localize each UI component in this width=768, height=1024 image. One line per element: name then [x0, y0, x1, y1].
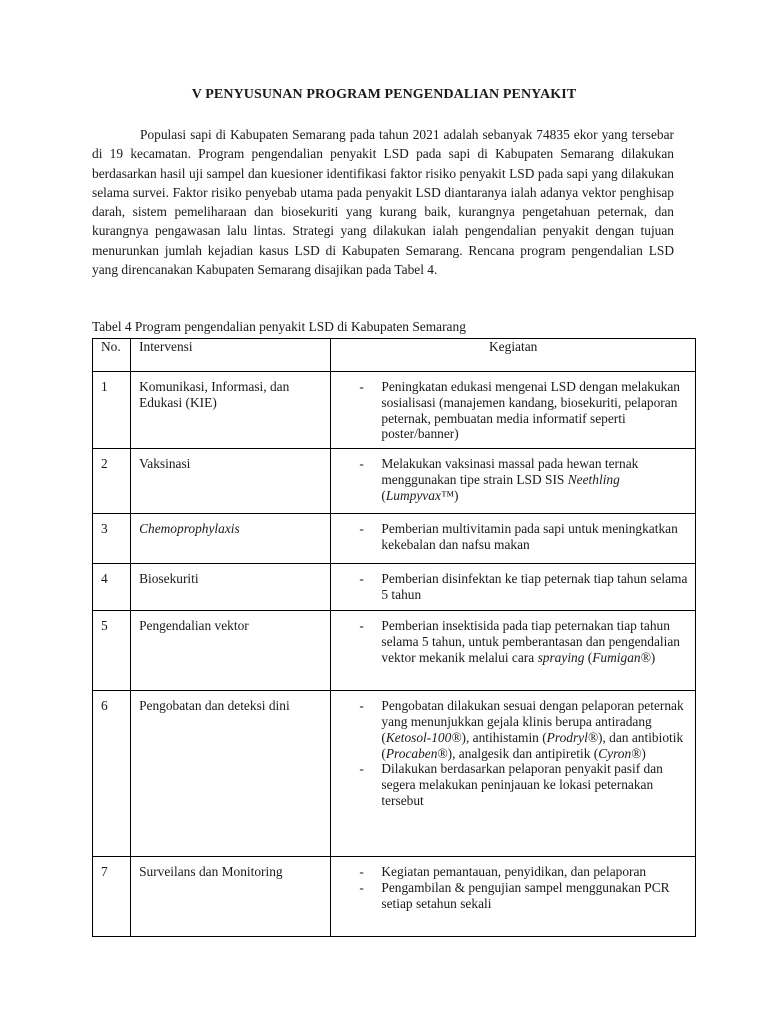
- cell-intervensi: Chemoprophylaxis: [131, 514, 331, 564]
- kegiatan-item: - Pengambilan & pengujian sampel menggunakan PCR setiap setahun sekali: [339, 880, 689, 912]
- cell-intervensi: Komunikasi, Informasi, dan Edukasi (KIE): [131, 372, 331, 449]
- cell-intervensi: Pengendalian vektor: [131, 611, 331, 691]
- cell-kegiatan: [331, 514, 696, 564]
- cell-kegiatan: [331, 691, 696, 857]
- header-intervensi: Intervensi: [131, 339, 331, 372]
- cell-kegiatan: [331, 564, 696, 611]
- cell-kegiatan: [331, 372, 696, 449]
- cell-no: 5: [93, 611, 131, 691]
- program-table: [92, 338, 696, 937]
- table-row: [93, 449, 696, 514]
- table-row: [93, 514, 696, 564]
- body-paragraph: Populasi sapi di Kabupaten Semarang pada tahun 2021 adalah sebanyak 74835 ekor yang tersebar di 19 kecamatan. Program pengendalian penyakit LSD pada sapi di Kabupaten Semarang dilakukan berdasarkan hasil uji sampel dan kuesioner identifikasi faktor risiko penyakit LSD pada sapi yang dilakukan selama survei. Faktor risiko penyebab utama pada penyakit LSD diantaranya ialah adanya vektor penghisap darah, sistem pemeliharaan dan biosekuriti yang kurang baik, kurangnya pengetahuan peternak, dan kurangnya pengawasan lalu lintas. Strategi yang dilakukan ialah pengendalian penyakit dengan tujuan menurunkan jumlah kejadian kasus LSD di Kabupaten Semarang. Rencana program pengendalian LSD yang direncanakan Kabupaten Semarang disajikan pada Tabel 4.: [92, 127, 674, 278]
- cell-no: 4: [93, 564, 131, 611]
- cell-no: 2: [93, 449, 131, 514]
- cell-no: 7: [93, 857, 131, 937]
- table-row: [93, 564, 696, 611]
- header-kegiatan: Kegiatan: [331, 339, 696, 372]
- cell-kegiatan: [331, 449, 696, 514]
- cell-intervensi: Pengobatan dan deteksi dini: [131, 691, 331, 857]
- kegiatan-item: - Melakukan vaksinasi massal pada hewan ternak menggunakan tipe strain LSD SIS Neethling (Lumpyvax™): [339, 456, 689, 503]
- cell-no: 3: [93, 514, 131, 564]
- kegiatan-item: - Pemberian multivitamin pada sapi untuk meningkatkan kekebalan dan nafsu makan: [339, 521, 689, 553]
- table-header-row: [93, 339, 696, 372]
- kegiatan-item: - Dilakukan berdasarkan pelaporan penyakit pasif dan segera melakukan peninjauan ke lokasi peternakan tersebut: [339, 761, 689, 808]
- chapter-title: V PENYUSUNAN PROGRAM PENGENDALIAN PENYAKIT: [191, 87, 577, 102]
- kegiatan-item: - Kegiatan pemantauan, penyidikan, dan pelaporan: [339, 864, 689, 880]
- cell-no: 1: [93, 372, 131, 449]
- kegiatan-item: - Pemberian disinfektan ke tiap peternak tiap tahun selama 5 tahun: [339, 571, 689, 603]
- header-no: No.: [93, 339, 131, 372]
- cell-intervensi: Biosekuriti: [131, 564, 331, 611]
- cell-kegiatan: [331, 857, 696, 937]
- table-row: [93, 611, 696, 691]
- kegiatan-item: - Peningkatan edukasi mengenai LSD dengan melakukan sosialisasi (manajemen kandang, biosekuriti, pelaporan peternak, pembuatan media informatif seperti poster/banner): [339, 379, 689, 442]
- kegiatan-item: - Pengobatan dilakukan sesuai dengan pelaporan peternak yang menunjukkan gejala klinis berupa antiradang (Ketosol-100®), antihistamin (Prodryl®), dan antibiotik (Procaben®), analgesik dan antipiretik (Cyron®): [339, 698, 689, 761]
- table-caption: Tabel 4 Program pengendalian penyakit LSD di Kabupaten Semarang: [92, 319, 466, 334]
- cell-kegiatan: [331, 611, 696, 691]
- cell-intervensi: Vaksinasi: [131, 449, 331, 514]
- cell-no: 6: [93, 691, 131, 857]
- table-row: [93, 372, 696, 449]
- kegiatan-item: - Pemberian insektisida pada tiap peternakan tiap tahun selama 5 tahun, untuk pemberantasan dan pengendalian vektor mekanik melalui cara spraying (Fumigan®): [339, 618, 689, 665]
- table-row: [93, 857, 696, 937]
- table-row: [93, 691, 696, 857]
- cell-intervensi: Surveilans dan Monitoring: [131, 857, 331, 937]
